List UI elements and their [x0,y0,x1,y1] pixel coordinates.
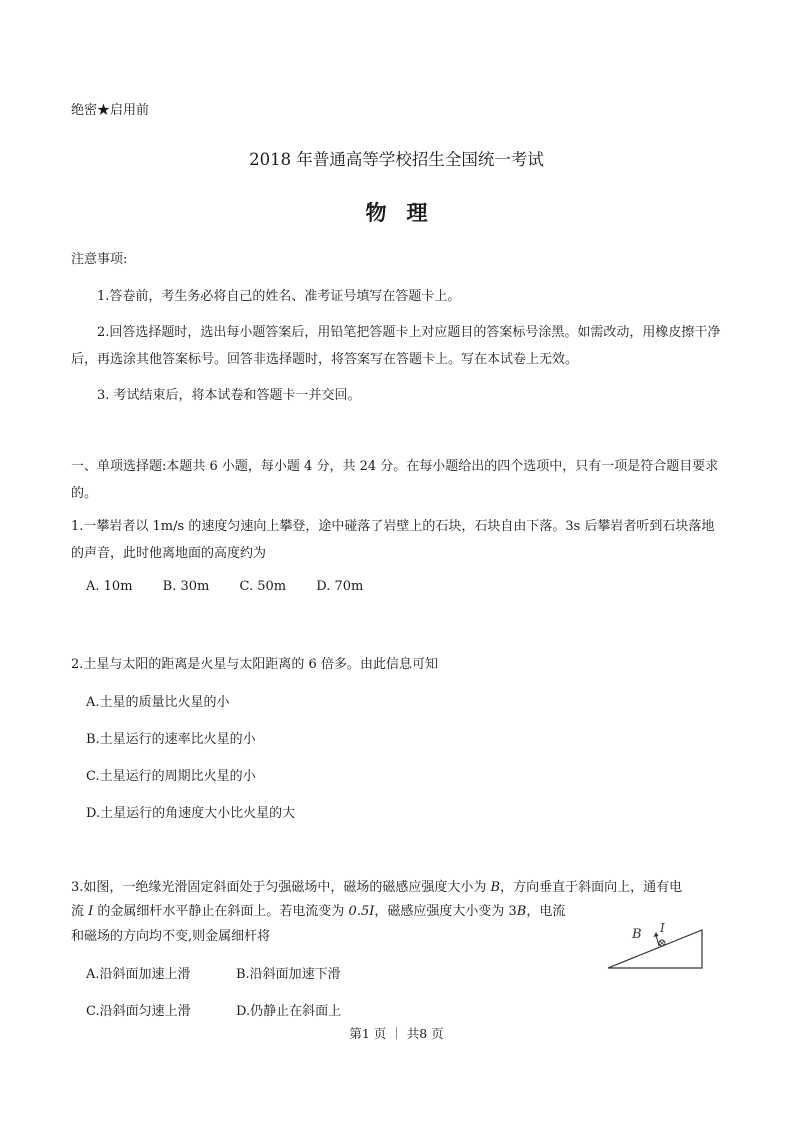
q2-option-c: C.土星运行的周期比火星的小 [86,769,256,784]
exam-title: 2018 年普通高等学校招生全国统一考试 [249,150,544,169]
q1-option-d: D. 70m [316,579,364,594]
field-arrow-head [654,932,659,937]
notice-item-1: 1.答卷前，考生务必将自己的姓名、准考证号填写在答题卡上。 [97,289,461,304]
question-3-stem-line-3: 和磁场的方向均不变,则金属细杆将 [71,929,271,944]
q1-option-c: C. 50m [239,579,287,594]
question-1-options [86,579,389,594]
confidential-label: 绝密★启用前 [71,103,150,118]
field-arrow [656,935,659,946]
question-1-stem: 1.一攀岩者以 1m/s 的速度匀速向上攀登，途中碰落了岩壁上的石块，石块自由下落。3s 后攀岩者听到石块落地的声音，此时他离地面的高度约为 [71,519,715,561]
notice-heading: 注意事项: [71,252,128,267]
question-2-stem: 2.土星与太阳的距离是火星与太阳距离的 6 倍多。由此信息可知 [71,657,438,672]
notice-item-3: 3. 考试结束后，将本试卷和答题卡一并交回。 [97,388,361,403]
section-1-instructions: 一、单项选择题:本题共 6 小题，每小题 4 分，共 24 分。在每小题给出的四个选项中，只有一项是符合题目要求的。 [71,459,719,501]
subject-title: 物理 [365,200,448,225]
q3-option-a: A.沿斜面加速上滑 [86,967,191,982]
q1-option-a: A. 10m [86,579,133,594]
q3-option-c: C.沿斜面匀速上滑 [86,1004,191,1019]
q2-option-a: A.土星的质量比火星的小 [86,695,230,710]
q2-option-b: B.土星运行的速率比火星的小 [86,732,256,747]
question-3-stem-line-2: 流 I 的金属细杆水平静止在斜面上。若电流变为 0.5I，磁感应强度大小变为 3B，电流 [71,904,566,919]
q1-option-b: B. 30m [162,579,210,594]
q3-option-d: D.仍静止在斜面上 [236,1004,342,1019]
notice-item-2: 2.回答选择题时，选出每小题答案后，用铅笔把答题卡上对应题目的答案标号涂黑。如需改动，用橡皮擦干净后，再选涂其他答案标号。回答非选择题时，将答案写在答题卡上。写在本试卷上无效。 [71,325,721,367]
q2-option-d: D.土星运行的角速度大小比火星的大 [86,806,296,821]
incline-figure [606,918,706,972]
question-3-stem-line-1: 3.如图，一绝缘光滑固定斜面处于匀强磁场中，磁场的磁感应强度大小为 B，方向垂直于斜面向上，通有电 [71,880,683,895]
q3-option-b: B.沿斜面加速下滑 [236,967,341,982]
page-footer: 第1 页 ｜ 共8 页 [349,1026,444,1041]
label-i: I [660,921,665,935]
label-b: B [632,927,642,942]
